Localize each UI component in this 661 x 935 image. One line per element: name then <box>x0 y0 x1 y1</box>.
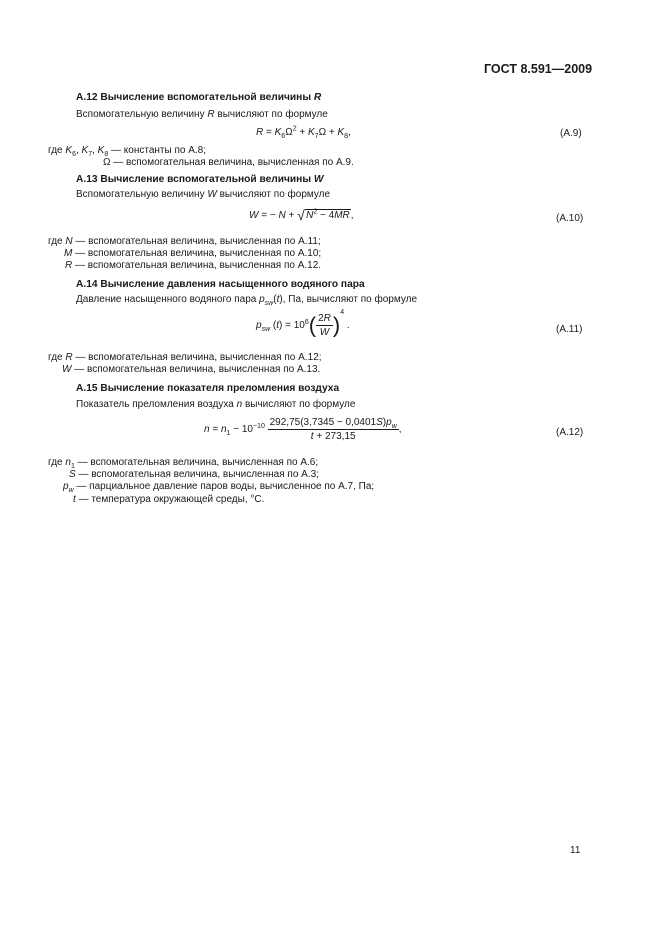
intro-text-tail: вычисляют по формуле <box>244 399 356 410</box>
equation-number-a11: (А.11) <box>556 324 583 335</box>
where-t: t — температура окружающей среды, °С. <box>73 494 265 505</box>
where-r-a14: где R — вспомогательная величина, вычисленная по А.12; <box>48 352 322 363</box>
section-a12-intro <box>76 109 328 121</box>
where-pw-text: — парциальное давление паров воды, вычисленное по А.7, Па; <box>76 481 375 492</box>
where-prefix: где <box>48 457 63 468</box>
intro-text: Показатель преломления воздуха <box>76 399 234 410</box>
intro-var: n <box>236 399 243 410</box>
intro-text: Вспомогательную величину <box>76 109 205 120</box>
where-m: M — вспомогательная величина, вычисленная по А.10; <box>64 248 322 259</box>
section-a15-heading: А.15 Вычисление показателя преломления воздуха <box>76 383 340 394</box>
intro-var: R <box>207 109 215 120</box>
numerator-tail: ) <box>382 417 387 428</box>
formula-a12: $n = n_1 - 10^{-10}$ $\frac{292,75(3,7345 - 0,0401S)p_w}{t + 273,15}$ , <box>204 417 402 442</box>
where-consts: где $K_6$, $K_7$, $K_8$ — константы по А.8; <box>48 145 207 158</box>
where-n1-text: — вспомогательная величина, вычисленная по А.6; <box>77 457 319 468</box>
where-m-text: — вспомогательная величина, вычисленная по А.10; <box>75 248 322 259</box>
section-a12-heading-text: А.12 Вычисление вспомогательной величины <box>76 92 312 103</box>
section-a13-heading <box>76 174 324 185</box>
where-r-text: — вспомогательная величина, вычисленная по А.12. <box>75 260 322 271</box>
document-code: ГОСТ 8.591—2009 <box>484 62 593 76</box>
where-prefix: где <box>48 236 63 247</box>
where-omega: Ω — вспомогательная величина, вычисленная по А.9. <box>103 157 354 168</box>
page-number: 11 <box>570 845 581 856</box>
where-consts-text: — константы по А.8; <box>111 145 207 156</box>
intro-text: Давление насыщенного водяного пара <box>76 294 257 305</box>
where-prefix: где <box>48 145 63 156</box>
formula-a11: $p_{sw}$ $(t) = 10^6$( $\frac{2R}{W}$ )$^4$ . <box>256 309 350 338</box>
where-n: где N — вспомогательная величина, вычисленная по А.11; <box>48 236 321 247</box>
where-prefix: где <box>48 352 63 363</box>
where-s-text: — вспомогательная величина, вычисленная по А.3; <box>78 469 319 480</box>
equation-number-a12: (А.12) <box>556 427 584 438</box>
section-a12-heading-var: R <box>313 92 322 103</box>
section-a13-heading-var: W <box>313 174 324 185</box>
section-a14-intro: Давление насыщенного водяного пара $p_{sw}(t)$, Па, вычисляют по формуле <box>76 294 418 307</box>
numerator-text: 292,75(3,7345 − 0,0401 <box>269 417 377 428</box>
where-w-text: — вспомогательная величина, вычисленная по А.13. <box>74 364 321 375</box>
where-n-text: — вспомогательная величина, вычисленная по А.11; <box>75 236 321 247</box>
intro-text-tail: вычисляют по формуле <box>217 109 328 120</box>
formula-a10: W = − N + √ $N^2 - 4MR$, <box>249 207 354 223</box>
where-pw: $p_w$ — парциальное давление паров воды, вычисленное по А.7, Па; <box>63 481 375 494</box>
section-a14-heading: А.14 Вычисление давления насыщенного водяного пара <box>76 279 365 290</box>
section-a13-intro <box>76 189 330 201</box>
where-n1: где $n_1$ — вспомогательная величина, вычисленная по А.6; <box>48 457 319 470</box>
where-t-text: — температура окружающей среды, °С. <box>78 494 265 505</box>
intro-text: Вспомогательную величину <box>76 189 205 200</box>
denominator-text: + 273,15 <box>316 431 356 442</box>
section-a12-heading <box>76 92 321 103</box>
where-s: S — вспомогательная величина, вычисленная по А.3; <box>69 469 319 480</box>
where-r: R — вспомогательная величина, вычисленная по А.12. <box>65 260 322 271</box>
formula-a9: $R = K_6\Omega^2 + K_7\Omega + K_8$, <box>256 125 351 140</box>
intro-text-tail: , Па, вычисляют по формуле <box>282 294 418 305</box>
intro-text-tail: вычисляют по формуле <box>219 189 331 200</box>
equation-number-a9: (А.9) <box>560 128 582 139</box>
where-r-text: — вспомогательная величина, вычисленная по А.12; <box>75 352 322 363</box>
intro-var: W <box>207 189 217 200</box>
equation-number-a10: (А.10) <box>556 213 584 224</box>
where-w-a14: W — вспомогательная величина, вычисленная по А.13. <box>62 364 321 375</box>
section-a15-intro <box>76 399 355 411</box>
section-a13-heading-text: А.13 Вычисление вспомогательной величины <box>76 174 312 185</box>
